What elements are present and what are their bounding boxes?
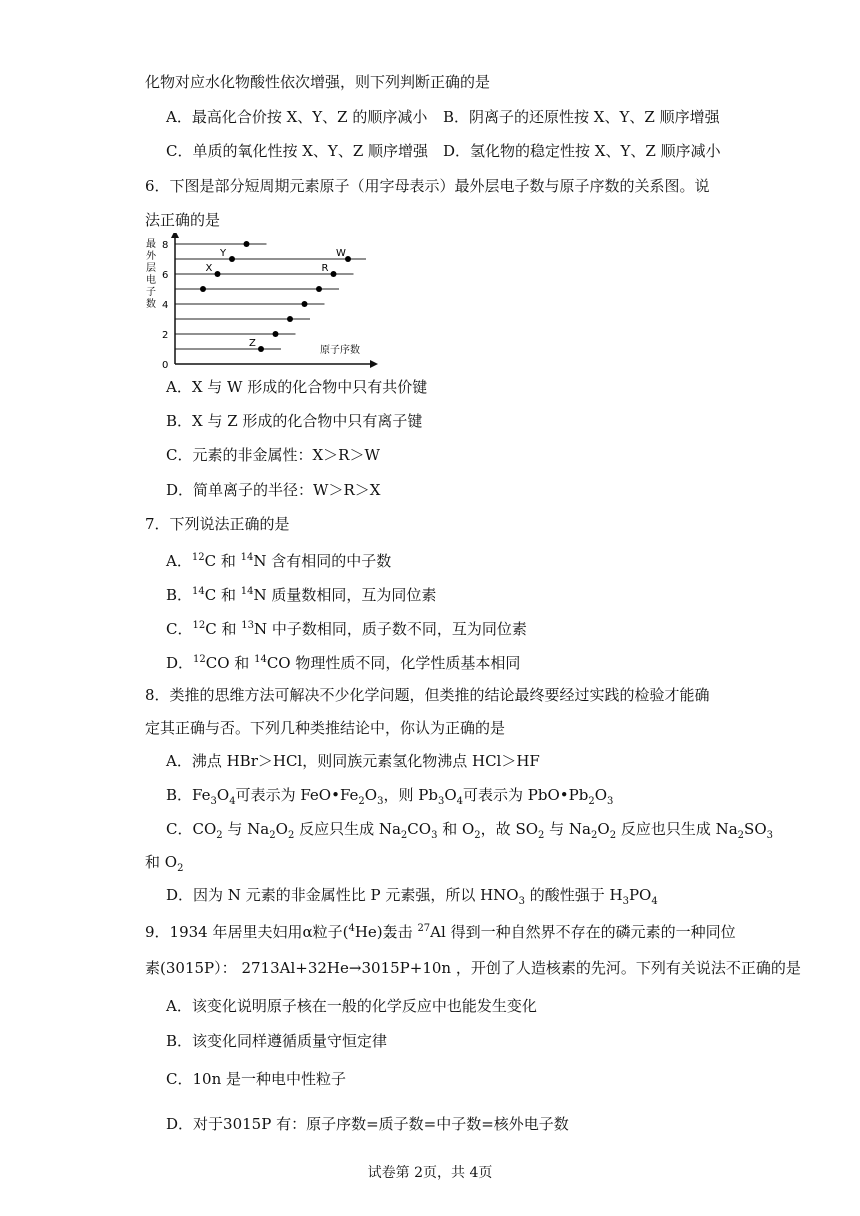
data-point bbox=[244, 241, 250, 247]
q7-stem: 7．下列说法正确的是 bbox=[145, 515, 290, 533]
point-label: Y bbox=[220, 248, 227, 259]
data-point bbox=[215, 271, 221, 277]
point-label: Z bbox=[249, 338, 256, 349]
q7-option-d: D．$^{12}$CO 和 $^{14}$CO 物理性质不同，化学性质基本相同 bbox=[166, 654, 521, 672]
data-point bbox=[229, 256, 235, 262]
data-point bbox=[331, 271, 337, 277]
x-axis-label: 原子序数 bbox=[320, 345, 360, 356]
q8-option-d: D．因为 N 元素的非金属性比 P 元素强，所以 $HNO_3$ 的酸性强于 $H_3PO_4$ bbox=[166, 886, 658, 907]
q9-stem-line2: 素(3015P）： 2713Al+32He→3015P+10n ，开创了人造核素的先河。下列有关说法不正确的是 bbox=[145, 959, 801, 977]
q6-option-d: D．简单离子的半径：W＞R＞X bbox=[166, 481, 381, 499]
data-point bbox=[273, 331, 279, 337]
y-axis-arrow bbox=[171, 233, 179, 238]
y-tick-label: 6 bbox=[162, 270, 169, 281]
data-point bbox=[302, 301, 308, 307]
q6-stem-line1: 6．下图是部分短周期元素原子（用字母表示）最外层电子数与原子序数的关系图。说 bbox=[145, 177, 710, 195]
q9-option-c: C．10n 是一种电中性粒子 bbox=[166, 1070, 347, 1088]
q5-option-c: C．单质的氧化性按 X、Y、Z 顺序增强 bbox=[166, 142, 429, 160]
q5-option-d: D．氢化物的稳定性按 X、Y、Z 顺序减小 bbox=[443, 142, 721, 160]
data-point bbox=[345, 256, 351, 262]
point-label: R bbox=[321, 263, 329, 274]
q9-option-a: A．该变化说明原子核在一般的化学反应中也能发生变化 bbox=[166, 997, 537, 1015]
data-point bbox=[287, 316, 293, 322]
y-tick-label: 2 bbox=[162, 330, 169, 341]
x-axis-arrow bbox=[370, 360, 378, 368]
q5-continuation: 化物对应水化物酸性依次增强，则下列判断正确的是 bbox=[145, 73, 491, 91]
q7-option-b: B．$^{14}$C 和 $^{14}$N 质量数相同，互为同位素 bbox=[166, 586, 437, 604]
q9-stem-line1: 9．1934 年居里夫妇用α粒子($^4$He)轰击 $^{27}$Al 得到一种自然界不存在的磷元素的一种同位 bbox=[145, 923, 736, 941]
data-point bbox=[316, 286, 322, 292]
q7-option-a: A．$^{12}$C 和 $^{14}$N 含有相同的中子数 bbox=[166, 552, 392, 570]
q8-stem-line2: 定其正确与否。下列几种类推结论中，你认为正确的是 bbox=[145, 719, 506, 737]
page-footer: 试卷第 2页，共 4页 bbox=[367, 1165, 493, 1181]
q8-option-c: C．$CO_2$ 与 $Na_2O_2$ 反应只生成 $Na_2CO_3$ 和 $O_2$，故 $SO_2$ 与 $Na_2O_2$ 反应也只生成 $Na_2SO_3$ bbox=[166, 820, 773, 841]
y-tick-label: 8 bbox=[162, 240, 169, 251]
data-point bbox=[200, 286, 206, 292]
q6-option-b: B．X 与 Z 形成的化合物中只有离子键 bbox=[166, 412, 423, 430]
q6-stem-line2: 法正确的是 bbox=[145, 211, 221, 229]
q8-option-a: A．沸点 HBr＞HCl，则同族元素氢化物沸点 HCl＞HF bbox=[166, 752, 540, 770]
q8-stem-line1: 8．类推的思维方法可解决不少化学问题，但类推的结论最终要经过实践的检验才能确 bbox=[145, 686, 710, 704]
data-point bbox=[258, 346, 264, 352]
q5-option-b: B．阴离子的还原性按 X、Y、Z 顺序增强 bbox=[443, 108, 720, 126]
y-tick-label: 0 bbox=[162, 360, 169, 371]
point-label: W bbox=[336, 248, 346, 259]
q9-option-d: D．对于3015P 有：原子序数=质子数=中子数=核外电子数 bbox=[166, 1115, 569, 1133]
y-axis-label: 最外层电子数 bbox=[146, 239, 156, 310]
point-label: X bbox=[205, 263, 213, 274]
q6-option-a: A．X 与 W 形成的化合物中只有共价键 bbox=[166, 378, 428, 396]
q8-option-b: B．$Fe_3O_4$可表示为 $FeO•Fe_2O_3$，则 $Pb_3O_4$可表示为 $PbO•Pb_2O_3$ bbox=[166, 786, 614, 807]
y-tick-label: 4 bbox=[162, 300, 169, 311]
q7-option-c: C．$^{12}$C 和 $^{13}$N 中子数相同，质子数不同，互为同位素 bbox=[166, 620, 527, 638]
q9-option-b: B．该变化同样遵循质量守恒定律 bbox=[166, 1032, 388, 1050]
q6-option-c: C．元素的非金属性：X＞R＞W bbox=[166, 446, 380, 464]
electron-chart bbox=[140, 233, 380, 373]
q5-option-a: A．最高化合价按 X、Y、Z 的顺序减小 bbox=[166, 108, 428, 126]
q8-option-c-cont: 和 $O_2$ bbox=[145, 853, 184, 874]
